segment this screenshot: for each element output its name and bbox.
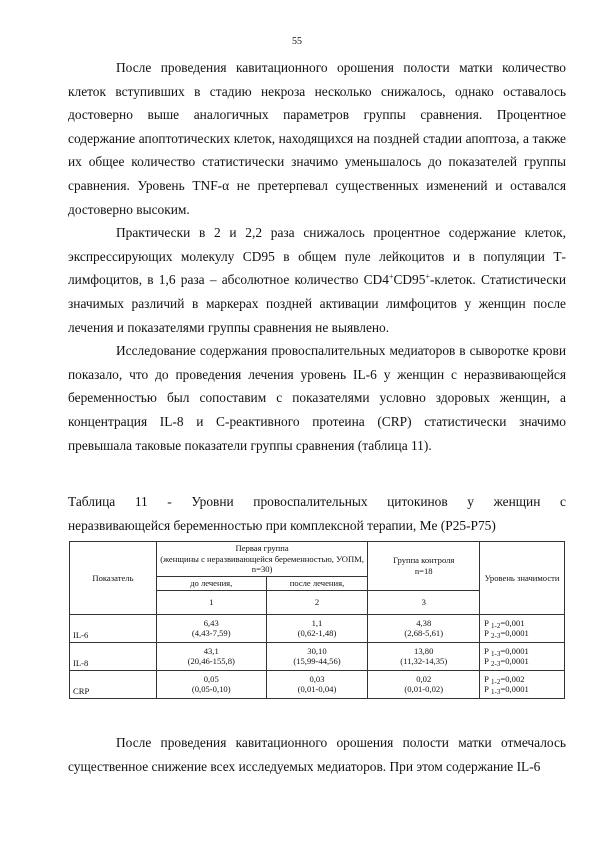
value: 43,1 (203, 645, 219, 656)
p-sub: 1-3 (491, 688, 501, 696)
cell-significance (480, 614, 565, 642)
header-control-n: n=18 (414, 565, 433, 576)
paragraph-2-tail: Статистически значимых различий в маркерах поздней активации лимфоцитов у женщин после лечения и показателями группы сравнения не выявлено. (68, 272, 566, 335)
header-group1 (156, 542, 368, 577)
caption-word: цитокинов (387, 494, 448, 509)
p-val: =0,0001 (500, 684, 529, 694)
cell-after (266, 642, 368, 670)
paragraph-3: Исследование содержания провоспалительных медиаторов в сыворотке крови показало, что до проведения лечения уровень IL-6 у женщин с неразвивающейся беременностью был сопоставим с показателями условно здоровых женщин, а концентрация IL-8 и С-реактивного протеина (CRP) статистически значимо превышала таковые показатели группы сравнения (таблица 11). (68, 343, 566, 453)
caption-word: 11 (134, 494, 148, 509)
p-letter: Р (484, 673, 489, 684)
header-group1-title: Первая группа (235, 543, 289, 553)
cell-control (368, 670, 480, 698)
value: 4,38 (416, 617, 432, 628)
paragraph-2-text: Практически в 2 и 2,2 раза снижалось процентное содержание клеток, экспрессирующих молекулу CD95 в общем пуле лейкоцитов и в популяции Т-лимфоцитов, в 1,6 раза – абсолютное количество (68, 225, 566, 288)
cell-significance (480, 670, 565, 698)
p-sub: 1-3 (491, 649, 501, 658)
value: 0,03 (309, 673, 325, 684)
p-value (484, 674, 561, 685)
body-text-bottom (68, 731, 566, 778)
p-value (484, 684, 561, 695)
cd4-plus: + (388, 272, 394, 282)
p-val: =0,0001 (500, 656, 529, 666)
header-significance: Уровень значимости (480, 542, 565, 615)
value: 30,10 (307, 645, 327, 656)
range: (11,32-14,35) (400, 656, 448, 666)
cd95-marker: CD95 (393, 272, 426, 288)
p-letter: Р (484, 645, 489, 656)
p-sub: 2-3 (491, 632, 501, 640)
p-val: =0,0001 (500, 628, 529, 638)
header-before: до лечения, (156, 576, 266, 590)
col-number-2: 2 (266, 590, 368, 614)
table-row (70, 642, 565, 670)
range: (20,46-155,8) (187, 656, 235, 666)
p-sub: 1-2 (491, 621, 501, 630)
p-letter: Р (484, 656, 489, 666)
table-caption (68, 490, 566, 537)
cell-before (156, 642, 266, 670)
cell-before (156, 614, 266, 642)
cell-before (156, 670, 266, 698)
range: (0,05-0,10) (191, 684, 231, 694)
header-group1-subtitle: (женщины с неразвивающейся беременностью, УОПМ, n=30) (160, 553, 364, 574)
paragraph-2 (68, 221, 566, 339)
value: 6,43 (203, 617, 219, 628)
value: 1,1 (311, 617, 323, 628)
cell-after (266, 614, 368, 642)
p-value (484, 628, 561, 639)
col-number-1: 1 (156, 590, 266, 614)
p-letter: Р (484, 628, 489, 638)
caption-line-1 (68, 490, 566, 514)
caption-word: женщин (493, 494, 541, 509)
p-val: =0,0001 (500, 645, 529, 656)
p-sub: 1-2 (491, 677, 501, 686)
range: (0,62-1,48) (297, 628, 337, 638)
cd95-plus: + (425, 272, 430, 282)
value: 0,05 (203, 673, 219, 684)
header-control-title: Группа контроля (393, 555, 455, 566)
range: (0,01-0,04) (297, 684, 337, 694)
p-value (484, 646, 561, 657)
caption-word: провоспалительных (253, 494, 368, 509)
table-row (70, 670, 565, 698)
table-row (70, 614, 565, 642)
range: (2,68-5,61) (404, 628, 444, 638)
cell-after (266, 670, 368, 698)
header-after: после лечения, (266, 576, 368, 590)
caption-word: с (559, 494, 566, 509)
cytokines-table (69, 541, 565, 699)
caption-word: Уровни (191, 494, 234, 509)
p-val: =0,001 (500, 617, 525, 628)
cells-suffix: -клеток. (429, 272, 476, 288)
range: (4,43-7,59) (191, 628, 231, 638)
value: 0,02 (416, 673, 432, 684)
caption-word: у (467, 494, 474, 509)
row-name: IL-6 (70, 614, 157, 642)
caption-line-2: неразвивающейся беременностью при комплексной терапии, Me (P25-P75) (68, 517, 496, 533)
caption-word: - (167, 494, 172, 509)
p-letter: Р (484, 617, 489, 628)
p-value (484, 656, 561, 667)
caption-word: Таблица (68, 494, 116, 509)
row-name: CRP (70, 670, 157, 698)
cell-control (368, 642, 480, 670)
p-val: =0,002 (500, 673, 525, 684)
p-sub: 2-3 (491, 660, 501, 668)
paragraph-4: После проведения кавитационного орошения полости матки отмечалось существенное снижение всех исследуемых медиаторов. При этом содержание IL-6 (68, 735, 566, 774)
row-name: IL-8 (70, 642, 157, 670)
header-control (368, 542, 480, 591)
paragraph-1: После проведения кавитационного орошения полости матки количество клеток вступивших в стадию некроза несколько снижалось, однако оставалось достоверно выше аналогичных параметров группы сравнения. Процентное содержание апоптотических клеток, находящихся на поздней стадии апоптоза, а также их общее количество статистически значимо уменьшалось до показателей группы сравнения. Уровень TNF-α не претерпевал существенных изменений и оставался достоверно высоким. (68, 60, 566, 217)
body-text-top (68, 56, 566, 457)
p-letter: Р (484, 684, 489, 694)
col-number-3: 3 (368, 590, 480, 614)
cell-significance (480, 642, 565, 670)
range: (15,99-44,56) (293, 656, 341, 666)
p-value (484, 618, 561, 629)
range: (0,01-0,02) (404, 684, 444, 694)
cell-control (368, 614, 480, 642)
page-number: 55 (292, 36, 302, 47)
header-indicator: Показатель (70, 542, 157, 615)
value: 13,80 (414, 645, 434, 656)
cd4-marker: CD4 (363, 272, 389, 288)
